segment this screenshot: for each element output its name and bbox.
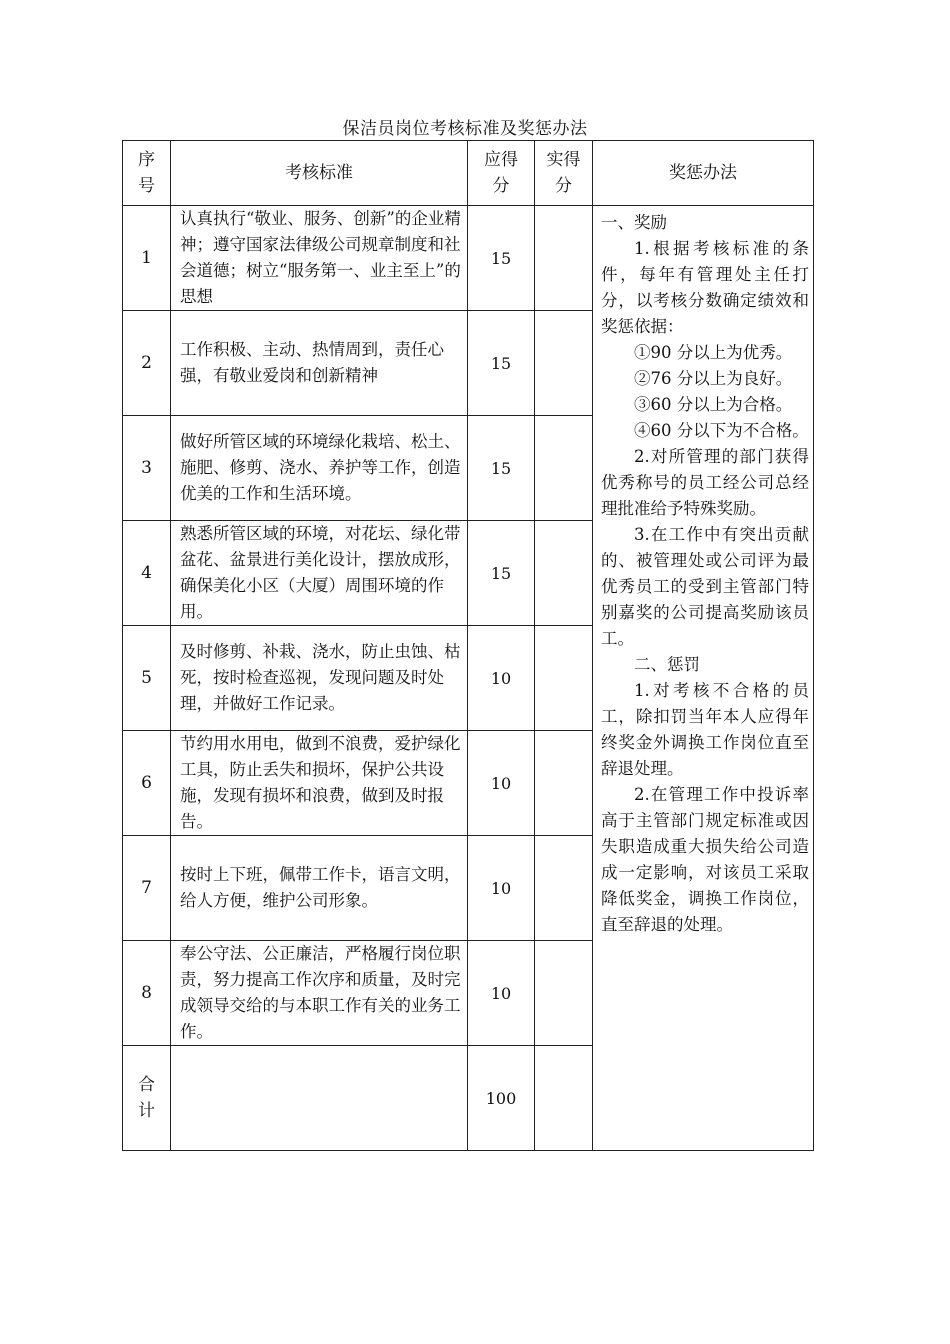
row-actual-score [535, 311, 593, 416]
row-number: 2 [123, 311, 171, 416]
row-standard: 奉公守法、公正廉洁，严格履行岗位职责，努力提高工作次序和质量，及时完成领导交给的与本职工作有关的业务工作。 [171, 941, 468, 1046]
row-actual-score [535, 836, 593, 941]
reward-paragraph: ②76 分以上为良好。 [634, 369, 793, 388]
table-row [123, 206, 814, 311]
total-standard [171, 1046, 468, 1151]
reward-cell [593, 206, 814, 1151]
row-standard: 节约用水用电，做到不浪费，爱护绿化工具，防止丢失和损坏，保护公共设施，发现有损坏和浪费，做到及时报告。 [171, 731, 468, 836]
header-row [123, 141, 814, 206]
row-number: 4 [123, 521, 171, 626]
row-actual-score [535, 731, 593, 836]
row-actual-score [535, 941, 593, 1046]
row-expected-score: 10 [468, 731, 535, 836]
reward-paragraph: ③60 分以上为合格。 [634, 395, 793, 414]
reward-paragraph: 3.在工作中有突出贡献的、被管理处或公司评为最优秀员工的受到主管部门特别嘉奖的公司提高奖励该员工。 [601, 525, 809, 648]
row-expected-score: 10 [468, 626, 535, 731]
row-expected-score: 10 [468, 836, 535, 941]
total-label: 合 计 [123, 1046, 171, 1151]
row-number: 7 [123, 836, 171, 941]
row-standard: 工作积极、主动、热情周到，责任心强，有敬业爱岗和创新精神 [171, 311, 468, 416]
row-actual-score [535, 206, 593, 311]
header-actual-score: 实得 分 [535, 141, 593, 206]
reward-paragraph: ①90 分以上为优秀。 [634, 343, 793, 362]
row-number: 8 [123, 941, 171, 1046]
row-expected-score: 15 [468, 311, 535, 416]
reward-paragraph: 二、惩罚 [634, 655, 700, 674]
header-standard: 考核标准 [171, 141, 468, 206]
row-expected-score: 15 [468, 521, 535, 626]
reward-paragraph: 1.对考核不合格的员工，除扣罚当年本人应得年终奖金外调换工作岗位直至辞退处理。 [601, 681, 809, 778]
row-expected-score: 15 [468, 206, 535, 311]
header-no: 序 号 [123, 141, 171, 206]
row-standard: 认真执行“敬业、服务、创新”的企业精神；遵守国家法律级公司规章制度和社会道德；树立“服务第一、业主至上”的思想 [171, 206, 468, 311]
page-title: 保洁员岗位考核标准及奖惩办法 [342, 119, 588, 139]
reward-paragraph: 一、奖励 [601, 213, 667, 232]
assessment-table [122, 140, 814, 1151]
row-expected-score: 10 [468, 941, 535, 1046]
reward-paragraph: 1.根据考核标准的条件，每年有管理处主任打分，以考核分数确定绩效和奖惩依据： [601, 239, 809, 336]
row-actual-score [535, 416, 593, 521]
row-actual-score [535, 626, 593, 731]
header-reward: 奖惩办法 [593, 141, 814, 206]
row-standard: 按时上下班，佩带工作卡，语言文明，给人方便，维护公司形象。 [171, 836, 468, 941]
row-number: 3 [123, 416, 171, 521]
reward-paragraph: 2.对所管理的部门获得优秀称号的员工经公司总经理批准给予特殊奖励。 [601, 447, 809, 518]
reward-paragraph: 2.在管理工作中投诉率高于主管部门规定标准或因失职造成重大损失给公司造成一定影响，对该员工采取降低奖金，调换工作岗位，直至辞退的处理。 [601, 785, 809, 934]
row-actual-score [535, 521, 593, 626]
row-number: 1 [123, 206, 171, 311]
total-actual-score [535, 1046, 593, 1151]
row-standard: 熟悉所管区域的环境，对花坛、绿化带盆花、盆景进行美化设计，摆放成形，确保美化小区（大厦）周围环境的作用。 [171, 521, 468, 626]
row-standard: 做好所管区域的环境绿化栽培、松土、施肥、修剪、浇水、养护等工作，创造优美的工作和生活环境。 [171, 416, 468, 521]
row-standard: 及时修剪、补栽、浇水，防止虫蚀、枯死，按时检查巡视，发现问题及时处理，并做好工作记录。 [171, 626, 468, 731]
reward-paragraph: ④60 分以下为不合格。 [634, 421, 809, 440]
row-number: 6 [123, 731, 171, 836]
header-expected-score: 应得 分 [468, 141, 535, 206]
total-score: 100 [468, 1046, 535, 1151]
row-expected-score: 15 [468, 416, 535, 521]
row-number: 5 [123, 626, 171, 731]
